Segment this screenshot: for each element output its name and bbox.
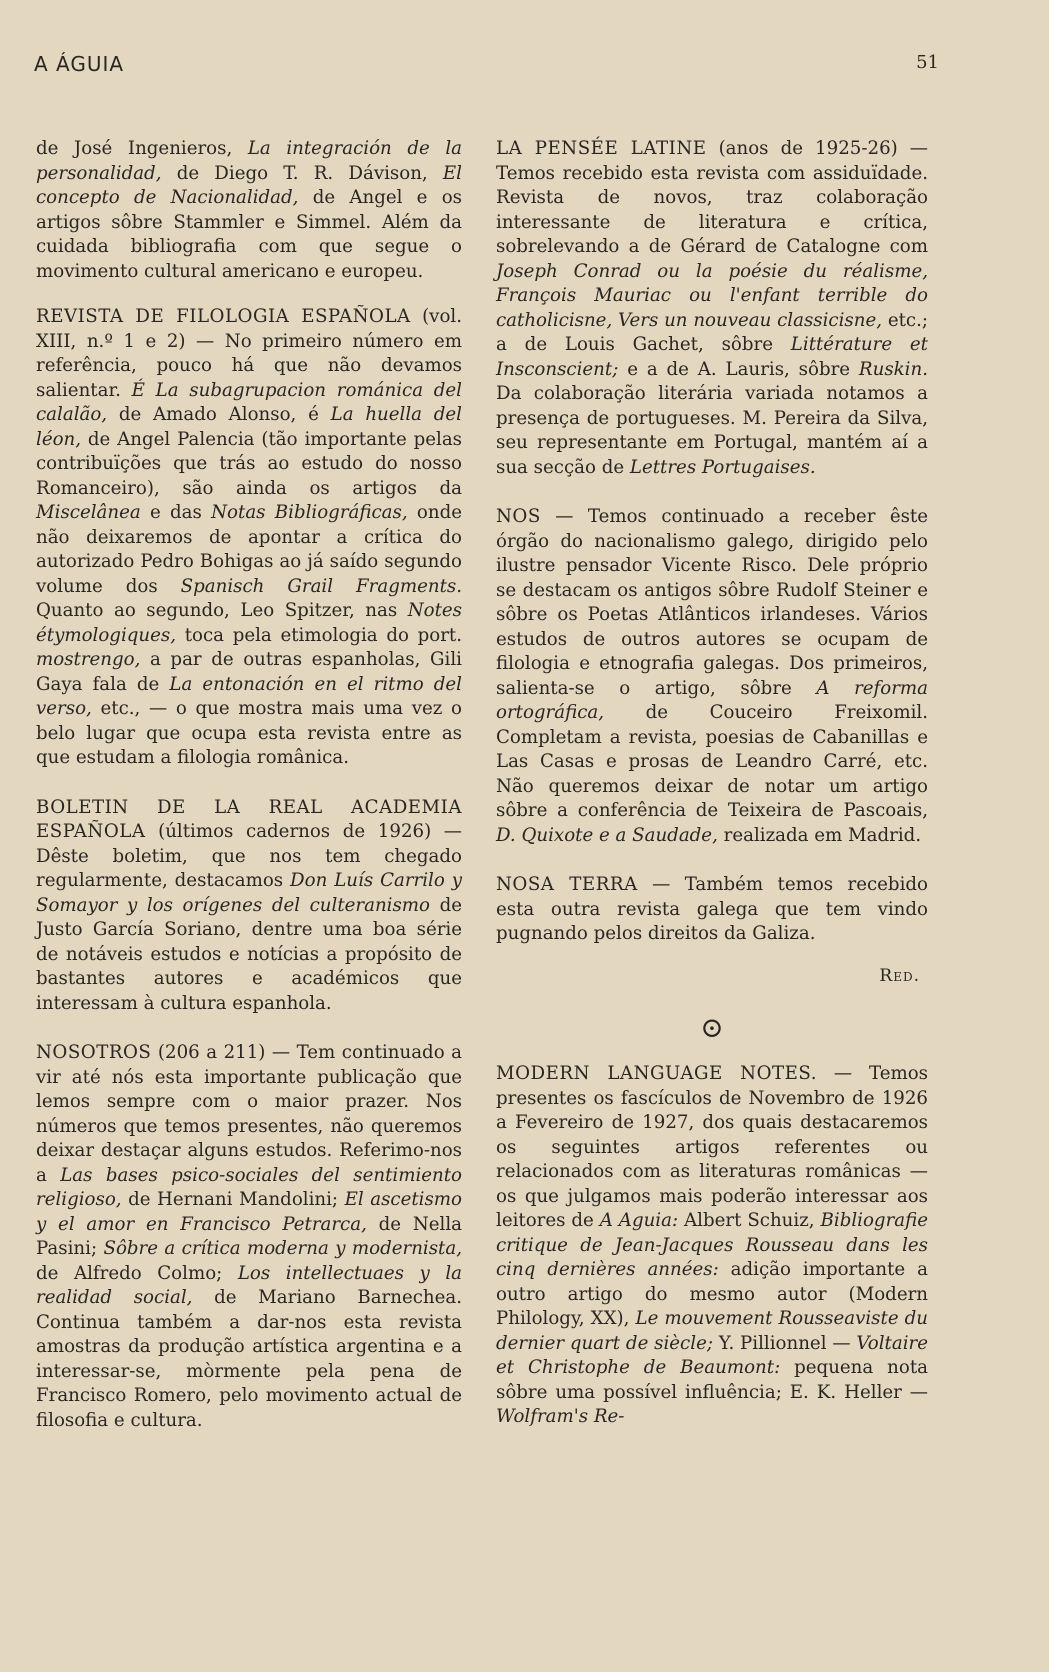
entry-boletin-real-academia xyxy=(36,796,462,1017)
text: Y. Pillionnel — xyxy=(712,1332,857,1354)
text: a par de outras espanholas, Gili Gaya fala de xyxy=(36,649,462,695)
entry-nosotros xyxy=(36,1041,462,1433)
italic-title: Miscelânea xyxy=(36,502,141,523)
italic-title: Don Luís Carrilo y Somayor y los orígenes del culteranismo xyxy=(36,870,462,916)
text: de Justo García Soriano, dentre uma boa série de notáveis estudos e notícias a propósito de bastantes autores e académicos que interessam à cultura espanhola. xyxy=(36,894,463,1014)
text: e a de A. Lauris, sôbre xyxy=(618,358,859,380)
italic-title: Sôbre a crítica moderna y modernista, xyxy=(103,1238,462,1259)
italic-title: El concepto de Nacionalidad, xyxy=(36,162,462,208)
text: etc., — o que mostra mais uma vez o belo lugar que ocupa esta revista entre as que estudam a filologia românica. xyxy=(36,698,462,768)
italic-title: La integración de la personalidad, xyxy=(36,138,462,184)
entry-title: REVISTA DE FILOLOGIA ESPAÑOLA xyxy=(36,306,411,327)
text: (206 a 211) — Tem continuado a vir até nós esta importante publicação que lemos sempre com o maior prazer. Nos números que temos presentes, não queremos deixar destaçar alguns estudos. Referimo-nos a xyxy=(36,1042,462,1186)
text: de Couceiro Freixomil. Completam a revista, poesias de Cabanillas e Las Casas e prosas de Leandro Carré, etc. Não queremos deixar de notar um artigo sôbre a conferência de Teixeira de Pascoais, xyxy=(496,702,928,821)
text: Quanto ao segundo, Leo Spitzer, nas xyxy=(36,600,408,621)
italic-title: Lettres Portugaises. xyxy=(629,456,816,478)
editor-signature xyxy=(496,964,920,989)
italic-title: A Aguia: xyxy=(599,1210,679,1231)
italic-title: A reforma ortográfica, xyxy=(496,677,928,723)
running-title: A ÁGUIA xyxy=(34,52,125,76)
italic-title: Joseph Conrad ou la poésie du réalisme, François Mauriac ou l'enfant terrible do catholicisne, Vers un nouveau classicisne, xyxy=(496,260,928,331)
entry-title: BOLETIN DE LA REAL ACADEMIA ESPAÑOLA xyxy=(36,796,462,842)
entry-revista-filologia xyxy=(36,305,462,771)
italic-title: La entonación en el ritmo del verso, xyxy=(36,673,462,719)
text: de Diego T. R. Dávison, xyxy=(161,162,443,184)
italic-title: Los intellectuaes y la realidad social, xyxy=(36,1262,462,1308)
italic-title: Bibliografie critique de Jean-Jacques Rousseau dans les cinq dernières années: xyxy=(496,1210,928,1280)
signature-text: Red. xyxy=(879,965,920,986)
italic-title: El ascetismo y el amor en Francisco Petrarca, xyxy=(36,1189,463,1235)
entry-title: NOSA TERRA xyxy=(496,874,638,895)
entry-title: MODERN LANGUAGE NOTES. xyxy=(496,1063,817,1084)
text: de Nella Pasini; xyxy=(36,1213,462,1259)
text: realizada em Madrid. xyxy=(717,824,922,846)
text: Da colaboração literária variada notamos a presença de portugueses. M. Pereira da Silva, seu representante em Portugal, mantém aí a sua secção de xyxy=(496,383,928,478)
italic-title: É La subagrupacion románica del calalão, xyxy=(36,379,462,425)
left-column xyxy=(36,137,462,1458)
text: Albert Schuiz, xyxy=(678,1210,821,1231)
text: — Temos continuado a receber êste órgão do nacionalismo galego, dirigido pelo ilustre pensador Vicente Risco. Dele próprio se destacam os antigos sôbre Rudolf Steiner e sôbre os Poetas Atlânticos irlandeses. Vários estudos de outros autores se ocupam de filologia e etnografia galegas. Dos primeiros, salienta-se o artigo, sôbre xyxy=(496,506,928,699)
section-ornament-icon: ⊙ xyxy=(700,1011,724,1044)
entry-modern-language-notes xyxy=(496,1062,928,1430)
text: de Alfredo Colmo; xyxy=(36,1262,238,1284)
entry-title: LA PENSÉE LATINE xyxy=(496,138,707,159)
entry-title: NOSOTROS xyxy=(36,1042,152,1063)
text: de Hernani Mandolini; xyxy=(121,1189,345,1210)
text: (vol. XIII, n.º 1 e 2) — No primeiro número em referência, pouco há que não devamos salientar. xyxy=(36,306,463,401)
text: toca pela etimologia do port. xyxy=(176,624,462,646)
italic-title: Spanisch Grail Fragments. xyxy=(180,575,462,597)
italic-title: Ruskin. xyxy=(858,358,928,380)
italic-title: La huella del léon, xyxy=(36,404,463,450)
page-header xyxy=(34,52,939,82)
text: de Mariano Barnechea. Continua também a dar-nos esta revista amostras da produção artística argentina e a interessar-se, mòrmente pela pena de Francisco Romero, pelo movimento actual de filosofia e cultura. xyxy=(36,1287,462,1431)
text: de José Ingenieros, xyxy=(36,138,248,159)
italic-title: mostrengo, xyxy=(36,649,141,670)
text: de Amado Alonso, é xyxy=(107,404,331,425)
text: etc.; a de Louis Gachet, sôbre xyxy=(496,309,929,355)
text: onde não deixaremos de apontar a crítica do autorizado Pedro Bohigas ao já saído segundo volume dos xyxy=(36,502,462,597)
text: — Também temos recebido esta outra revista galega que tem vindo pugnando pelos direitos da Galiza. xyxy=(496,874,928,944)
text: de Angel Palencia (tão importante pelas contribuïções que trás ao estudo do nosso Romanceiro), são ainda os artigos da xyxy=(36,428,462,499)
italic-title: Notes étymologiques, xyxy=(36,600,462,646)
text: — Temos presentes os fascículos de Novembro de 1926 a Fevereiro de 1927, dos quais destacaremos os seguintes artigos referentes ou relacionados com as literaturas românicas — os que julgamos mais poderão interessar aos leitores de xyxy=(496,1063,929,1231)
entry-nos xyxy=(496,505,928,848)
italic-title: Littérature et Insconscient; xyxy=(496,334,928,380)
text: (anos de 1925-26) — Temos recebido esta revista com assiduïdade. Revista de novos, traz colaboração interessante de literatura e crítica, sobrelevando a de Gérard de Catalogne com xyxy=(496,138,928,257)
entry-la-pensee-latine xyxy=(496,137,928,480)
italic-title: D. Quixote e a Saudade, xyxy=(496,824,718,846)
text: pequena nota sôbre uma possível influência; E. K. Heller — xyxy=(496,1357,928,1403)
italic-title: Le mouvement Rousseaviste du dernier quart de siècle; xyxy=(496,1308,929,1354)
entry-nosa-terra xyxy=(496,873,928,947)
text: e das xyxy=(140,502,212,523)
italic-title: Las bases psico-sociales del sentimiento religioso, xyxy=(36,1164,463,1210)
italic-title: Wolfram's Re- xyxy=(496,1406,625,1427)
text: (últimos cadernos de 1926) — Dêste boletim, que nos tem chegado regularmente, destacamos xyxy=(36,821,462,891)
text: de Angel e os artigos sôbre Stammler e Simmel. Além da cuidada bibliografia com que segue o movimento cultural americano e europeu. xyxy=(36,187,462,282)
italic-title: Notas Bibliográficas, xyxy=(211,502,408,523)
page-number: 51 xyxy=(916,52,939,73)
italic-title: Voltaire et Christophe de Beaumont: xyxy=(496,1332,928,1378)
entry-title: NOS xyxy=(496,506,541,527)
text: adição importante a outro artigo do mesmo autor (Modern Philology, XX), xyxy=(496,1259,928,1329)
paragraph-ingenieros-continuation xyxy=(36,137,462,284)
right-column xyxy=(496,137,928,1455)
